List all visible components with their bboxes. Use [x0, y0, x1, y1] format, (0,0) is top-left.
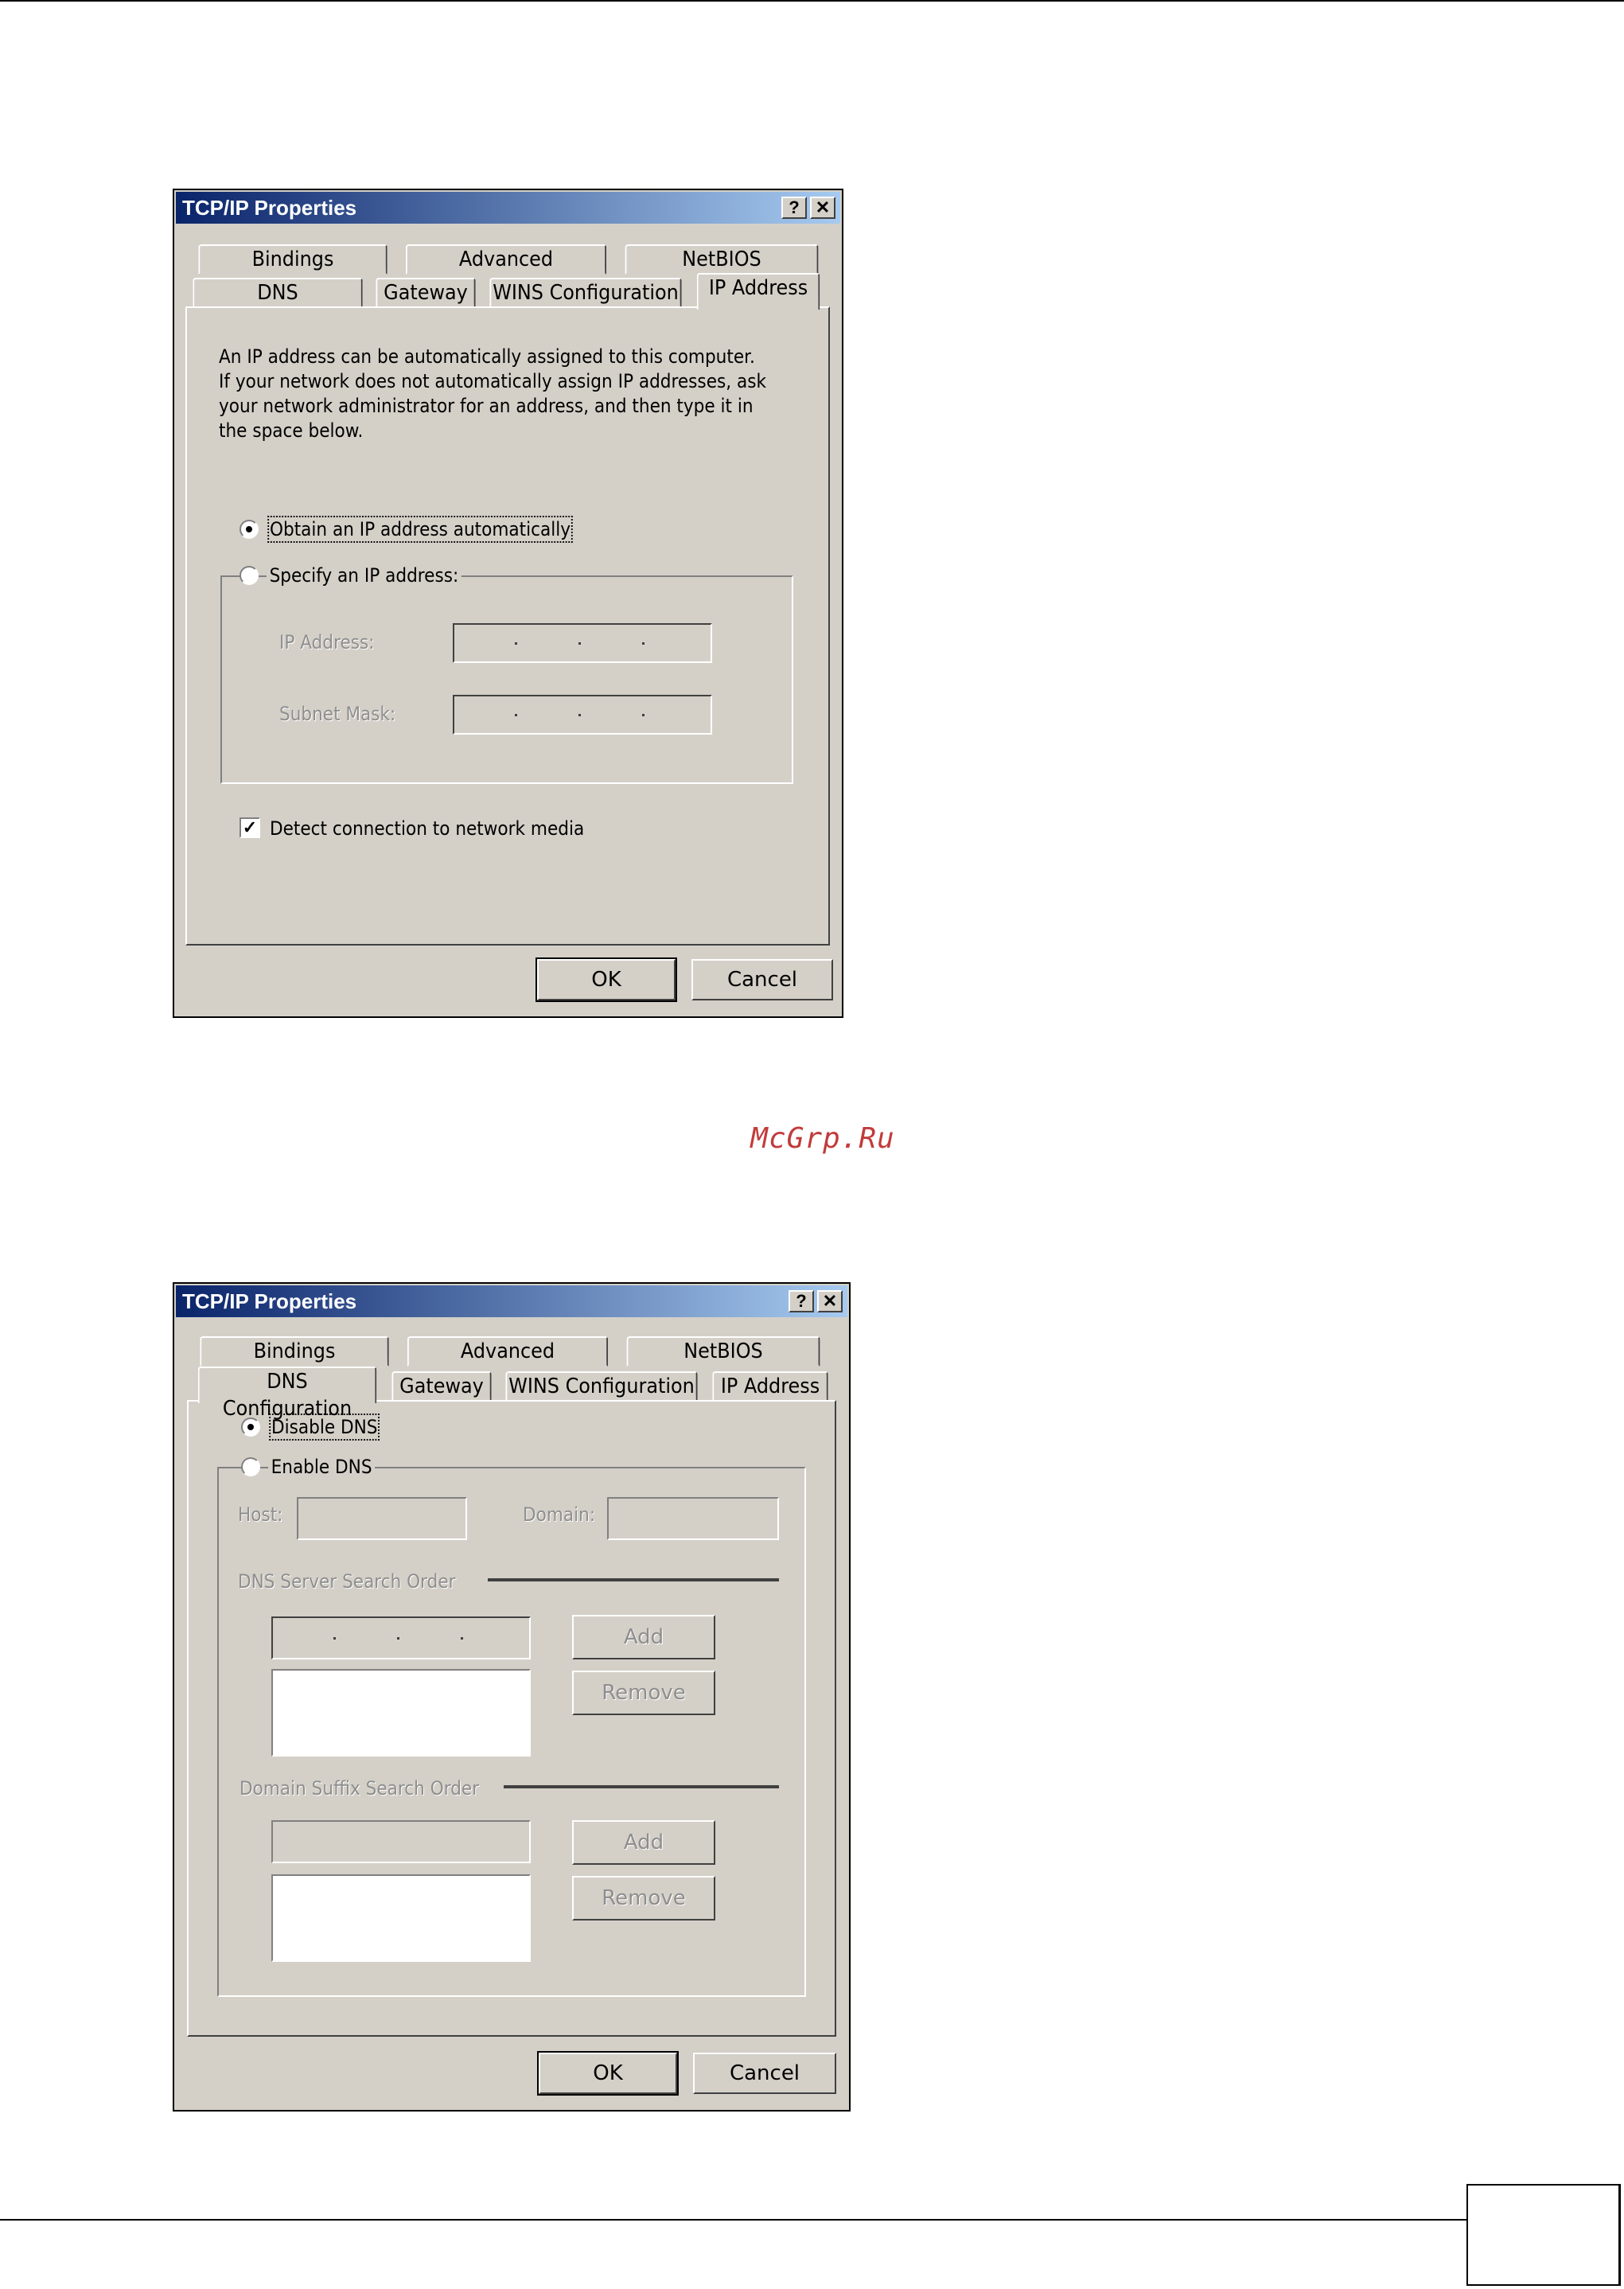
tab-panel-dns-configuration — [187, 1400, 836, 2037]
dns-octet-dot — [333, 1637, 336, 1640]
detect-media-checkbox[interactable]: ✓ — [240, 817, 260, 838]
obtain-ip-auto-label[interactable]: Obtain an IP address automatically — [270, 518, 571, 540]
domain-field[interactable] — [607, 1497, 779, 1540]
dns-server-separator — [488, 1578, 779, 1581]
obtain-ip-auto-radio[interactable] — [240, 520, 259, 539]
tab-wins-configuration[interactable]: WINS Configuration — [505, 1371, 697, 1402]
tcpip-properties-dialog-dns — [173, 1282, 851, 2112]
tab-panel-ip-address — [185, 306, 830, 946]
page-top-rule — [0, 0, 1624, 2]
close-button[interactable] — [810, 197, 835, 219]
close-icon: ✕ — [822, 1291, 838, 1311]
close-button[interactable] — [817, 1290, 843, 1312]
tab-netbios[interactable]: NetBIOS — [627, 1336, 820, 1367]
ip-octet-dot — [578, 642, 581, 645]
dns-server-add-button[interactable]: Add — [572, 1615, 715, 1659]
subnet-mask-field[interactable] — [453, 695, 712, 735]
enable-dns-radio[interactable] — [241, 1457, 260, 1476]
domain-suffix-field[interactable] — [271, 1820, 531, 1863]
detect-media-label[interactable]: Detect connection to network media — [270, 817, 585, 840]
ip-address-field[interactable] — [453, 623, 712, 663]
help-button[interactable]: ? — [789, 1290, 814, 1312]
disable-dns-label[interactable]: Disable DNS — [271, 1416, 378, 1438]
subnet-octet-dot — [642, 714, 645, 716]
ip-octet-dot — [642, 642, 645, 645]
close-icon: ✕ — [815, 197, 831, 217]
tcpip-properties-dialog-ip — [173, 189, 843, 1018]
dns-octet-dot — [397, 1637, 399, 1640]
domain-suffix-remove-button[interactable]: Remove — [572, 1876, 715, 1920]
title-bar — [176, 192, 840, 224]
domain-suffix-add-button[interactable]: Add — [572, 1820, 715, 1865]
host-field[interactable] — [297, 1497, 467, 1540]
domain-suffix-search-order-label: Domain Suffix Search Order — [240, 1777, 480, 1800]
tab-bindings[interactable]: Bindings — [198, 244, 387, 275]
title-bar — [176, 1285, 847, 1317]
dialog-title: TCP/IP Properties — [182, 1289, 357, 1313]
tab-netbios[interactable]: NetBIOS — [625, 244, 819, 275]
enable-dns-label[interactable]: Enable DNS — [268, 1456, 375, 1478]
specify-ip-radio[interactable] — [240, 566, 259, 585]
dns-server-search-order-label: DNS Server Search Order — [238, 1570, 456, 1593]
cancel-button[interactable]: Cancel — [691, 959, 833, 1000]
tab-advanced[interactable]: Advanced — [407, 1336, 608, 1367]
page-number-box — [1466, 2184, 1621, 2286]
cancel-button[interactable]: Cancel — [693, 2053, 836, 2094]
tab-gateway[interactable]: Gateway — [376, 278, 475, 308]
ip-description: An IP address can be automatically assigned to this computer. If your network does not automatically assign IP addresses, ask your network administrator for an address, and then type it in the space below. — [219, 345, 766, 442]
subnet-octet-dot — [515, 714, 517, 716]
tab-wins-configuration[interactable]: WINS Configuration — [489, 278, 681, 308]
specify-ip-label[interactable]: Specify an IP address: — [267, 564, 461, 587]
dns-server-remove-button[interactable]: Remove — [572, 1671, 715, 1715]
host-label: Host: — [238, 1503, 283, 1526]
specify-ip-group — [220, 575, 793, 784]
help-button[interactable]: ? — [781, 197, 807, 219]
tab-dns-configuration[interactable]: DNS Configuration — [198, 1367, 376, 1403]
watermark-text: McGrp.Ru — [750, 1122, 895, 1155]
tab-ip-address[interactable]: IP Address — [697, 273, 820, 310]
ok-button[interactable]: OK — [539, 2053, 677, 2094]
page-bottom-rule — [0, 2219, 1466, 2221]
ip-octet-dot — [515, 642, 517, 645]
domain-label: Domain: — [523, 1503, 596, 1526]
dns-octet-dot — [461, 1637, 463, 1640]
domain-suffix-separator — [504, 1785, 779, 1788]
domain-suffix-list[interactable] — [271, 1874, 531, 1962]
dns-server-list[interactable] — [271, 1669, 531, 1757]
dialog-title: TCP/IP Properties — [182, 196, 357, 220]
dns-server-ip-field[interactable] — [271, 1616, 531, 1659]
ok-button[interactable]: OK — [537, 959, 676, 1000]
subnet-octet-dot — [578, 714, 581, 716]
tab-dns-configuration[interactable]: DNS — [193, 278, 362, 308]
tab-gateway[interactable]: Gateway — [391, 1371, 491, 1402]
tab-advanced[interactable]: Advanced — [406, 244, 606, 275]
subnet-mask-label: Subnet Mask: — [279, 703, 396, 725]
ip-address-label: IP Address: — [279, 631, 375, 653]
tab-ip-address[interactable]: IP Address — [712, 1371, 828, 1402]
tab-bindings[interactable]: Bindings — [200, 1336, 388, 1367]
